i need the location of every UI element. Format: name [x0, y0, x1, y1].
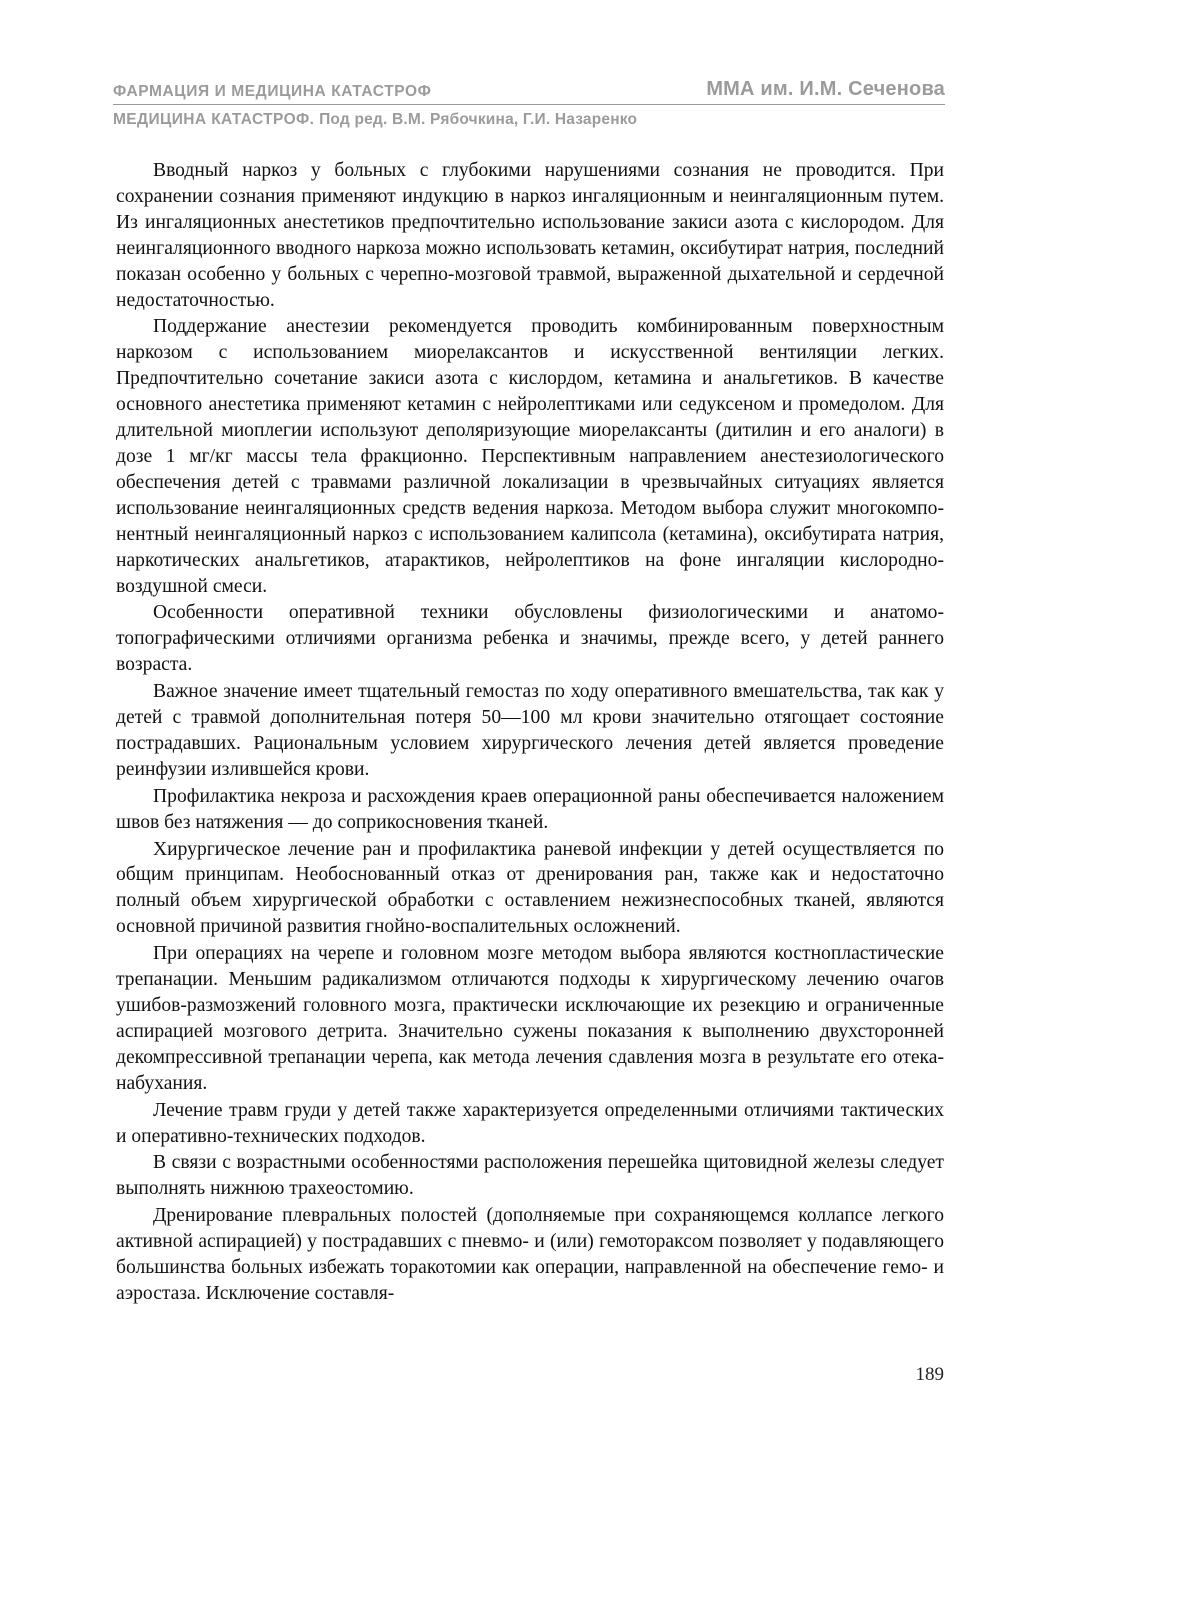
paragraph-wound-infection: Хирургическое лечение ран и профилактика раневой инфекции у детей осуществляется по общим принципам. Необоснованный отказ от дренирования ран, также как и недостаточно полный объем хирургической обработки с оставлением нежизнеспособных тканей, являются основной причиной развития гнойно-воспалительных осложнений. [116, 838, 944, 938]
body-text [116, 158, 944, 1308]
paragraph-hemostasis: Важное значение имеет тщательный гемостаз по ходу оперативного вмешательства, так как у детей с травмой дополнительная потеря 50—100 мл крови значительно отягощает состояние пострадавших. Рациональным условием хирургического лечения детей является проведение реинфузии излившейся крови. [116, 681, 944, 780]
running-header [113, 78, 945, 129]
publisher-name: ММА им. И.М. Сеченова [706, 78, 945, 100]
page-number: 189 [915, 1364, 944, 1385]
book-editors: Под ред. В.М. Рябочкина, Г.И. Назаренко [319, 111, 638, 128]
paragraph-induction: Вводный наркоз у больных с глубокими нарушениями сознания не проводится. При сохранении сознания применяют индукцию в наркоз ингаляционным и неингаляционным путем. Из ингаляционных анестетиков предпочтительно использование закиси азота с кислородом. Для неингаляционного вводного наркоза можно использовать кетамин, оксибутират натрия, последний показан особенно у больных с черепно-мозговой травмой, выраженной дыхательной и сердечной недостаточностью. [116, 160, 944, 311]
series-title: ФАРМАЦИЯ И МЕДИЦИНА КАТАСТРОФ [113, 83, 432, 100]
paragraph-pleural-drainage: Дренирование плевральных полостей (дополняемые при сохраняющемся коллапсе легкого активной аспирацией) у пострадавших с пневмо- и (или) гемотораксом позволяет у подавляющего большинства больных избежать торакотомии как операции, направленной на обеспечение гемо- и аэростаза. Исключение составля- [116, 1205, 944, 1304]
paragraph-operative-technique: Особенности оперативной техники обусловлены физиологическими и анатомотопографическими отличиями организма ребенка и значимы, прежде всего, у детей раннего возраста. [116, 602, 944, 676]
header-top-row [113, 78, 945, 105]
paragraph-anesthesia-maintenance: Поддержание анестезии рекомендуется проводить комбинированным поверхностным наркозом с использованием миорелаксантов и искусственной вентиляции легких. Предпочтительно сочетание закиси азота с кислордом, кетамина и анальгетиков. В качестве основного анестетика применяют кетамин с нейролептиками или седуксеном и промедолом. Для длительной миоплегии используют деполяризующие миорелаксанты (дитилин и его аналоги) в дозе 1 мг/кг массы тела фракционно. Перспективным направлением анестезиологического обеспечения детей с травмами различной локализации в чрезвычайных ситуациях является использование неингаляционных средств ведения наркоза. Методом выбора служит многокомпонентный неингаляционный наркоз с использованием калипсола (кетамина), оксибутирата натрия, наркотических анальгетиков, атарактиков, нейролептиков на фоне ингаляции кислородно-воздушной смеси. [116, 316, 944, 597]
book-title: МЕДИЦИНА КАТАСТРОФ. [113, 111, 315, 128]
paragraph-chest-trauma: Лечение травм груди у детей также характеризуется определенными отличиями тактических и оперативно-технических подходов. [116, 1099, 944, 1147]
paragraph-skull-operations: При операциях на черепе и головном мозге методом выбора являются костнопластические трепанации. Меньшим радикализмом отличаются подходы к хирургическому лечению очагов ушибов-размозжений головного мозга, практически исключающие их резекцию и ограниченные аспирацией мозгового детрита. Значительно сужены показания к выполнению двухсторонней декомпрессивной трепанации черепа, как метода лечения сдавления мозга в результате его отека-набухания. [116, 943, 944, 1094]
paragraph-tracheostomy: В связи с возрастными особенностями расположения перешейка щитовидной железы следует выполнять нижнюю трахеостомию. [116, 1152, 944, 1200]
header-bottom-row [113, 111, 945, 129]
paragraph-wound-necrosis: Профилактика некроза и расхождения краев операционной раны обеспечивается наложением швов без натяжения — до соприкосновения тканей. [116, 785, 944, 833]
